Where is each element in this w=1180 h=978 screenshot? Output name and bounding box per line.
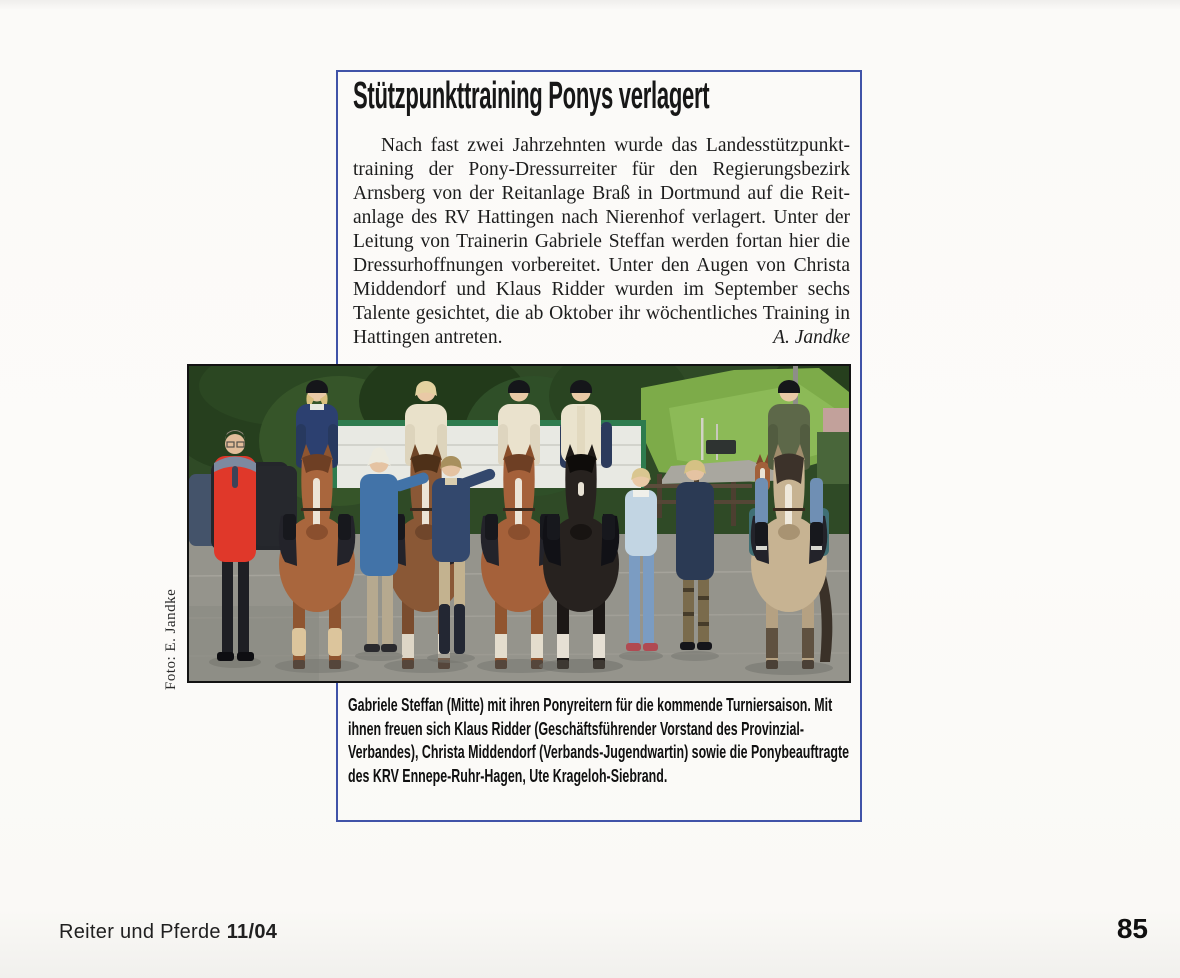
footer-magazine-name: Reiter und Pferde bbox=[59, 921, 221, 943]
article-body bbox=[353, 134, 850, 350]
footer-issue: 11/04 bbox=[226, 921, 278, 943]
article-body-text: Nach fast zwei Jahrzehnten wurde das Landesstützpunkttraining der Pony-Dressurreiter für den Regierungsbezirk Arnsberg von der Reitanlage Braß in Dortmund auf die Reitanlage des RV Hattingen nach Nierenhof verlagert. Unter der Leitung von Trainerin Gabriele Steffan werden fortan hier die Dressurhoffnungen vorbereitet. Unter den Augen von Christa Middendorf und Klaus Ridder wurden im September sechs Talente gesichtet, die ab Oktober ihr wöchentliches Training in Hattingen antreten. bbox=[353, 135, 850, 348]
hedge bbox=[817, 432, 849, 484]
footer-page-number: 85 bbox=[1116, 913, 1148, 944]
container bbox=[706, 440, 736, 454]
article-signature: A. Jandke bbox=[773, 327, 850, 348]
photo-credit: Foto: E. Jandke bbox=[163, 588, 179, 690]
photo-caption: Gabriele Steffan (Mitte) mit ihren Ponyreitern für die kommende Turniersaison. Mit ihnen freuen sich Klaus Ridder (Geschäftsführender Vorstand des Provinzial-Verbandes), Christa Middendorf (Verbands-Jugendwartin) sowie die Ponybeauftragte des KRV Ennepe-Ruhr-Hagen, Ute Krageloh-Siebrand. bbox=[348, 695, 850, 786]
far-wall bbox=[823, 408, 849, 434]
pony-group-photo bbox=[187, 364, 851, 683]
pony-group-photo-art bbox=[189, 366, 849, 681]
footer-magazine-line bbox=[59, 921, 277, 944]
article-title: Stützpunkttraining Ponys verlagert bbox=[353, 75, 710, 117]
